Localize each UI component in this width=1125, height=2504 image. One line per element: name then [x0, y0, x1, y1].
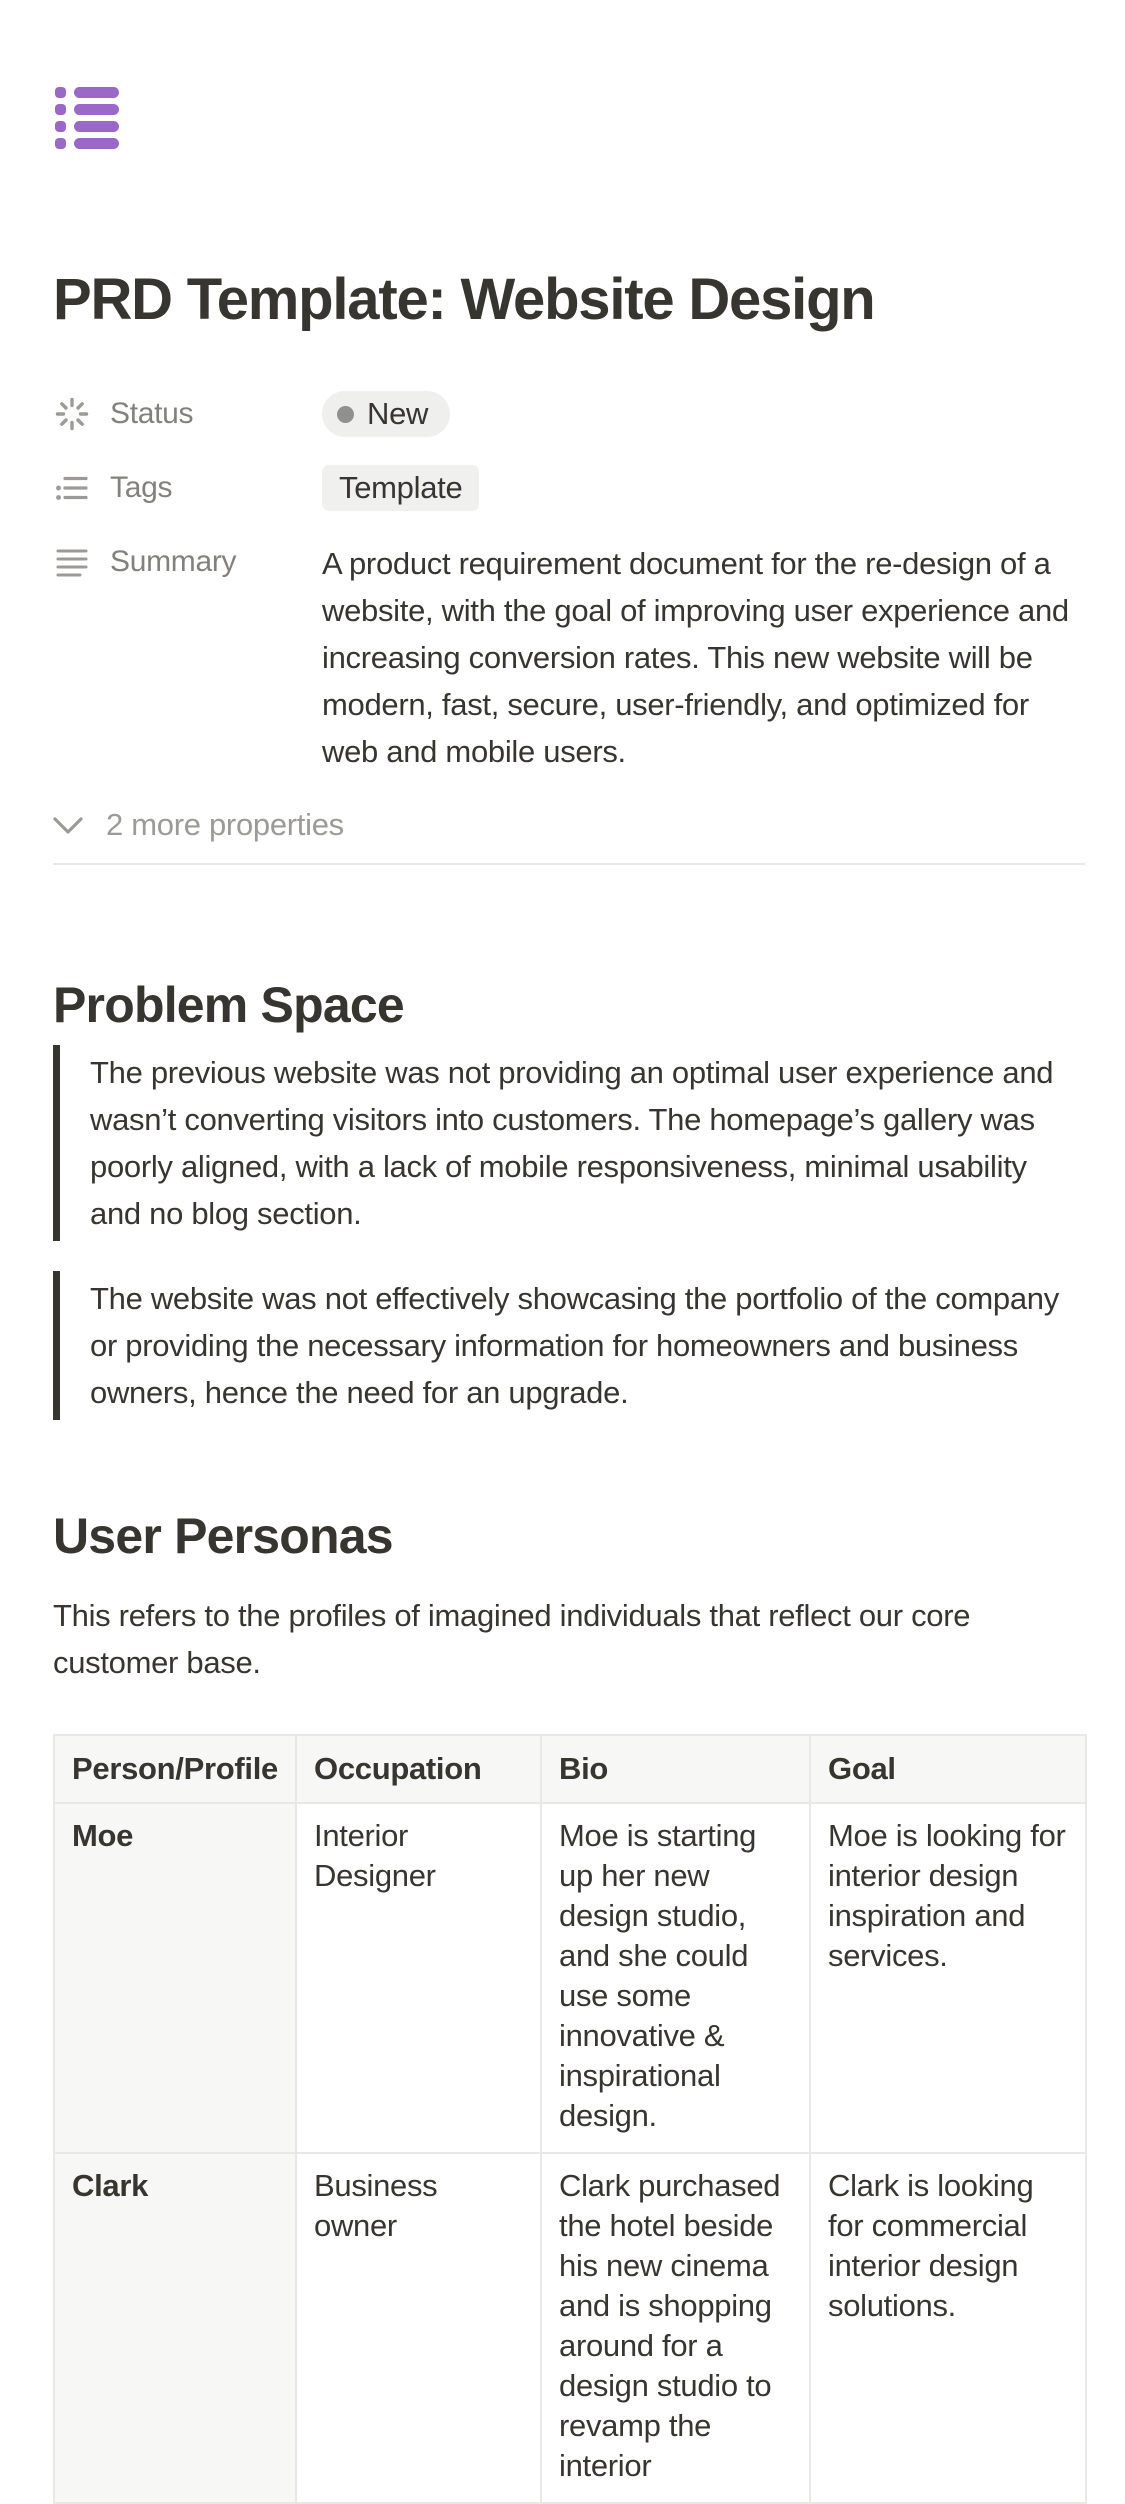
property-row-status: [53, 391, 1085, 437]
property-label-tags[interactable]: [53, 465, 322, 511]
table-cell-goal[interactable]: Clark is looking for commercial interior design solutions.: [810, 2153, 1086, 2503]
personas-intro: This refers to the profiles of imagined individuals that reflect our core customer base.: [53, 1598, 971, 1680]
status-pill[interactable]: [322, 391, 450, 437]
property-row-summary: [53, 539, 1085, 775]
table-header-person: Person/Profile: [54, 1735, 296, 1803]
more-properties-toggle[interactable]: [53, 803, 1085, 847]
status-dot-icon: [337, 406, 354, 423]
page-icon[interactable]: [53, 0, 1085, 151]
properties-list: [53, 391, 1085, 775]
section-heading-problem-space: Problem Space: [53, 977, 404, 1033]
table-row: [54, 1803, 1086, 2153]
property-value-status: [322, 391, 1085, 437]
section-heading-user-personas: User Personas: [53, 1508, 393, 1564]
quote-text: The previous website was not providing an optimal user experience and wasn’t converting visitors into customers. The homepage’s gallery was poorly aligned, with a lack of mobile responsiveness, minimal usability and no blog section.: [90, 1055, 1054, 1231]
bulleted-list-icon: [53, 85, 121, 151]
chevron-down-icon: [53, 817, 83, 834]
page-title[interactable]: PRD Template: Website Design: [53, 267, 875, 332]
table-cell-bio[interactable]: Moe is starting up her new design studio, and she could use some innovative & inspirational design.: [541, 1803, 810, 2153]
summary-value[interactable]: A product requirement document for the re-design of a website, with the goal of improving user experience and increasing conversion rates. This new website will be modern, fast, secure, user-friendly, and optimized for web and mobile users.: [322, 546, 1069, 769]
property-label-text: Status: [110, 397, 194, 430]
more-properties-label: 2 more properties: [106, 807, 344, 842]
table-cell-person[interactable]: Moe: [54, 1803, 296, 2153]
table-header-row: [54, 1735, 1086, 1803]
table-cell-goal[interactable]: Moe is looking for interior design inspiration and services.: [810, 1803, 1086, 2153]
property-label-text: Tags: [110, 471, 173, 504]
table-cell-person[interactable]: Clark: [54, 2153, 296, 2503]
quote-text: The website was not effectively showcasing the portfolio of the company or providing the necessary information for homeowners and business owners, hence the need for an upgrade.: [90, 1281, 1059, 1410]
property-label-text: Summary: [110, 545, 237, 578]
table-cell-bio[interactable]: Clark purchased the hotel beside his new cinema and is shopping around for a design studio to revamp the interior: [541, 2153, 810, 2503]
property-label-summary[interactable]: [53, 539, 322, 585]
quote-block: [53, 1045, 1085, 1241]
summary-text-icon: [53, 544, 90, 581]
table-row: [54, 2153, 1086, 2503]
tags-list-icon: [53, 470, 90, 507]
property-row-tags: [53, 465, 1085, 511]
property-value-tags: [322, 465, 1085, 511]
table-header-occupation: Occupation: [296, 1735, 541, 1803]
tag-pill[interactable]: Template: [322, 465, 479, 511]
property-label-status[interactable]: [53, 391, 322, 437]
table-header-bio: Bio: [541, 1735, 810, 1803]
status-pill-label: New: [367, 396, 429, 431]
table-cell-occupation[interactable]: Interior Designer: [296, 1803, 541, 2153]
divider: [53, 863, 1085, 865]
table-header-goal: Goal: [810, 1735, 1086, 1803]
personas-table: [53, 1734, 1087, 2504]
table-cell-occupation[interactable]: Business owner: [296, 2153, 541, 2503]
status-spinner-icon: [53, 396, 90, 433]
quote-block: [53, 1271, 1085, 1420]
